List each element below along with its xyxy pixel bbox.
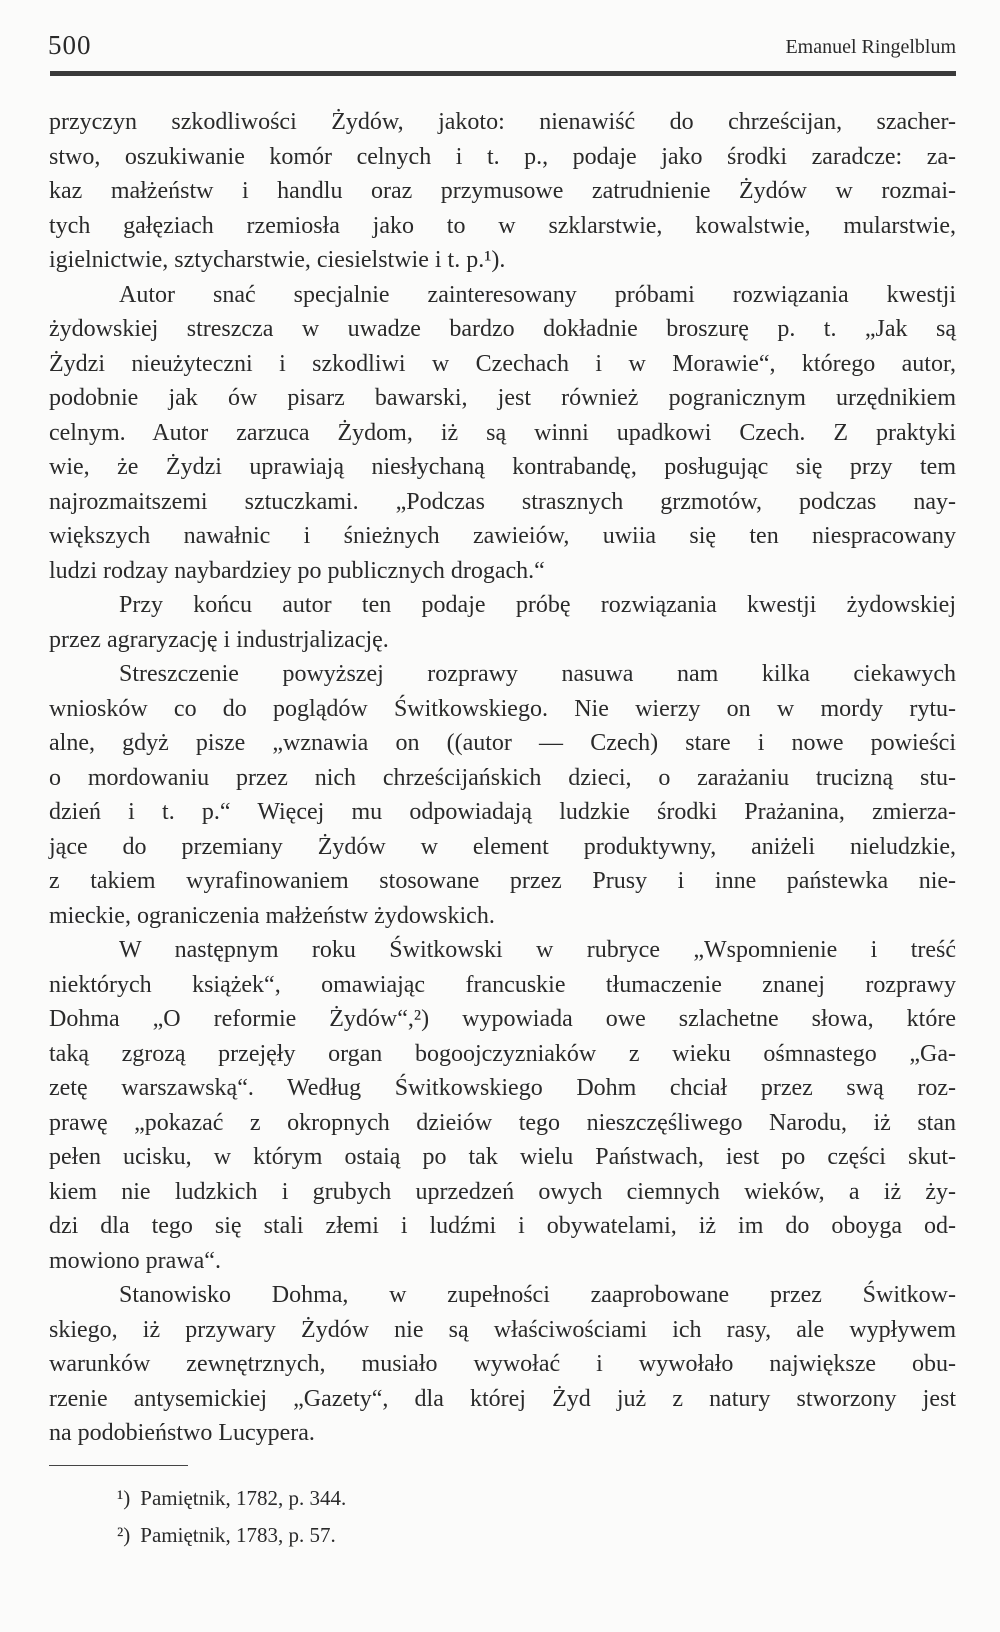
text-line: Żydzi nieużyteczni i szkodliwi w Czechach i w Morawie“, którego autor, [49, 350, 956, 377]
text-line: mieckie, ograniczenia małżeństw żydowskich. [49, 902, 495, 929]
text-line: W następnym roku Świtkowski w rubryce „Wspomnienie i treść [119, 937, 956, 963]
text-line: kiem nie ludzkich i grubych uprzedzeń owych ciemnych wieków, a iż ży- [49, 1178, 956, 1205]
text-line: przez agraryzację i industrjalizację. [49, 626, 389, 653]
text-line: dzień i t. p.“ Więcej mu odpowiadają ludzkie środki Prażanina, zmierza- [49, 799, 956, 825]
text-line: stwo, oszukiwanie komór celnych i t. p., podaje jako środki zaradcze: za- [49, 143, 956, 170]
text-line: podobnie jak ów pisarz bawarski, jest również pogranicznym urzędnikiem [49, 385, 956, 411]
footnote-marker: ²) [117, 1523, 131, 1547]
page-number: 500 [48, 30, 92, 60]
footnote-text: Pamiętnik, 1783, p. 57. [140, 1523, 336, 1547]
paragraph [49, 588, 956, 657]
text-line: skiego, iż przywary Żydów nie są właściwościami ich rasy, ale wypływem [49, 1316, 956, 1343]
text-line: prawę „pokazać z okropnych dzieiów tego nieszczęśliwego Narodu, iż stan [49, 1109, 956, 1136]
footnote-marker: ¹) [117, 1486, 131, 1510]
text-line: pełen ucisku, w którym ostaią po tak wielu Państwach, iest po części skut- [49, 1144, 956, 1170]
text-line: większych nawałnic i śnieżnych zawieiów, uwiia się ten niespracowany [49, 523, 956, 549]
footnote [117, 1480, 346, 1517]
text-line: przyczyn szkodliwości Żydów, jakoto: nienawiść do chrześcijan, szacher- [49, 109, 956, 135]
text-line: igielnictwie, sztycharstwie, ciesielstwie i t. p.¹). [49, 247, 506, 273]
text-line: najrozmaitszemi sztuczkami. „Podczas strasznych grzmotów, podczas nay- [49, 488, 956, 515]
running-head-author: Emanuel Ringelblum [785, 36, 956, 58]
text-line: niektórych książek“, omawiając francuskie tłumaczenie znanej rozprawy [49, 971, 956, 998]
text-line: warunków zewnętrznych, musiało wywołać i wywołało największe obu- [49, 1351, 956, 1377]
footnote-rule [49, 1465, 188, 1466]
text-line: Streszczenie powyższej rozprawy nasuwa nam kilka ciekawych [119, 661, 956, 687]
footnotes [117, 1480, 346, 1554]
paragraph [49, 278, 956, 589]
paragraph [49, 1278, 956, 1451]
text-line: zetę warszawską“. Według Świtkowskiego Dohm chciał przez swą roz- [49, 1075, 956, 1101]
text-line: taką zgrozą przejęły organ bogoojczyzniaków z wieku ośmnastego „Ga- [49, 1040, 956, 1067]
text-line: kaz małżeństw i handlu oraz przymusowe zatrudnienie Żydów w rozmai- [49, 178, 956, 204]
text-line: Przy końcu autor ten podaje próbę rozwiązania kwestji żydowskiej [119, 592, 956, 618]
text-line: mowiono prawa“. [49, 1247, 221, 1274]
text-line: Dohma „O reformie Żydów“,²) wypowiada owe szlachetne słowa, które [49, 1006, 956, 1032]
footnote-text: Pamiętnik, 1782, p. 344. [140, 1486, 347, 1510]
header-rule [50, 71, 956, 76]
text-line: na podobieństwo Lucypera. [49, 1420, 315, 1446]
text-line: dzi dla tego się stali złemi i ludźmi i obywatelami, iż im do oboyga od- [49, 1213, 956, 1239]
text-line: żydowskiej streszcza w uwadze bardzo dokładnie broszurę p. t. „Jak są [49, 316, 956, 342]
text-line: Stanowisko Dohma, w zupełności zaaprobowane przez Świtkow- [119, 1282, 956, 1308]
body-text [49, 105, 956, 1451]
text-line: alne, gdyż pisze „wznawia on ((autor — Czech) stare i nowe powieści [49, 730, 956, 756]
text-line: o mordowaniu przez nich chrześcijańskich dzieci, o zarażaniu trucizną stu- [49, 764, 956, 791]
text-line: rzenie antysemickiej „Gazety“, dla której Żyd już z natury stworzony jest [49, 1385, 956, 1412]
text-line: wie, że Żydzi uprawiają niesłychaną kontrabandę, posługując się przy tem [49, 454, 956, 480]
paragraph [49, 657, 956, 933]
text-line: celnym. Autor zarzuca Żydom, iż są winni upadkowi Czech. Z praktyki [49, 419, 956, 446]
text-line: ludzi rodzay naybardziey po publicznych drogach.“ [49, 557, 545, 584]
paragraph [49, 933, 956, 1278]
paragraph [49, 105, 956, 278]
text-line: jące do przemiany Żydów w element produktywny, aniżeli nieludzkie, [49, 833, 956, 860]
text-line: Autor snać specjalnie zainteresowany próbami rozwiązania kwestji [119, 281, 956, 308]
text-line: tych gałęziach rzemiosła jako to w szklarstwie, kowalstwie, mularstwie, [49, 212, 956, 239]
text-line: wniosków co do poglądów Świtkowskiego. Nie wierzy on w mordy rytu- [49, 695, 956, 722]
footnote [117, 1517, 346, 1554]
text-line: z takiem wyrafinowaniem stosowane przez Prusy i inne państewka nie- [49, 868, 956, 894]
